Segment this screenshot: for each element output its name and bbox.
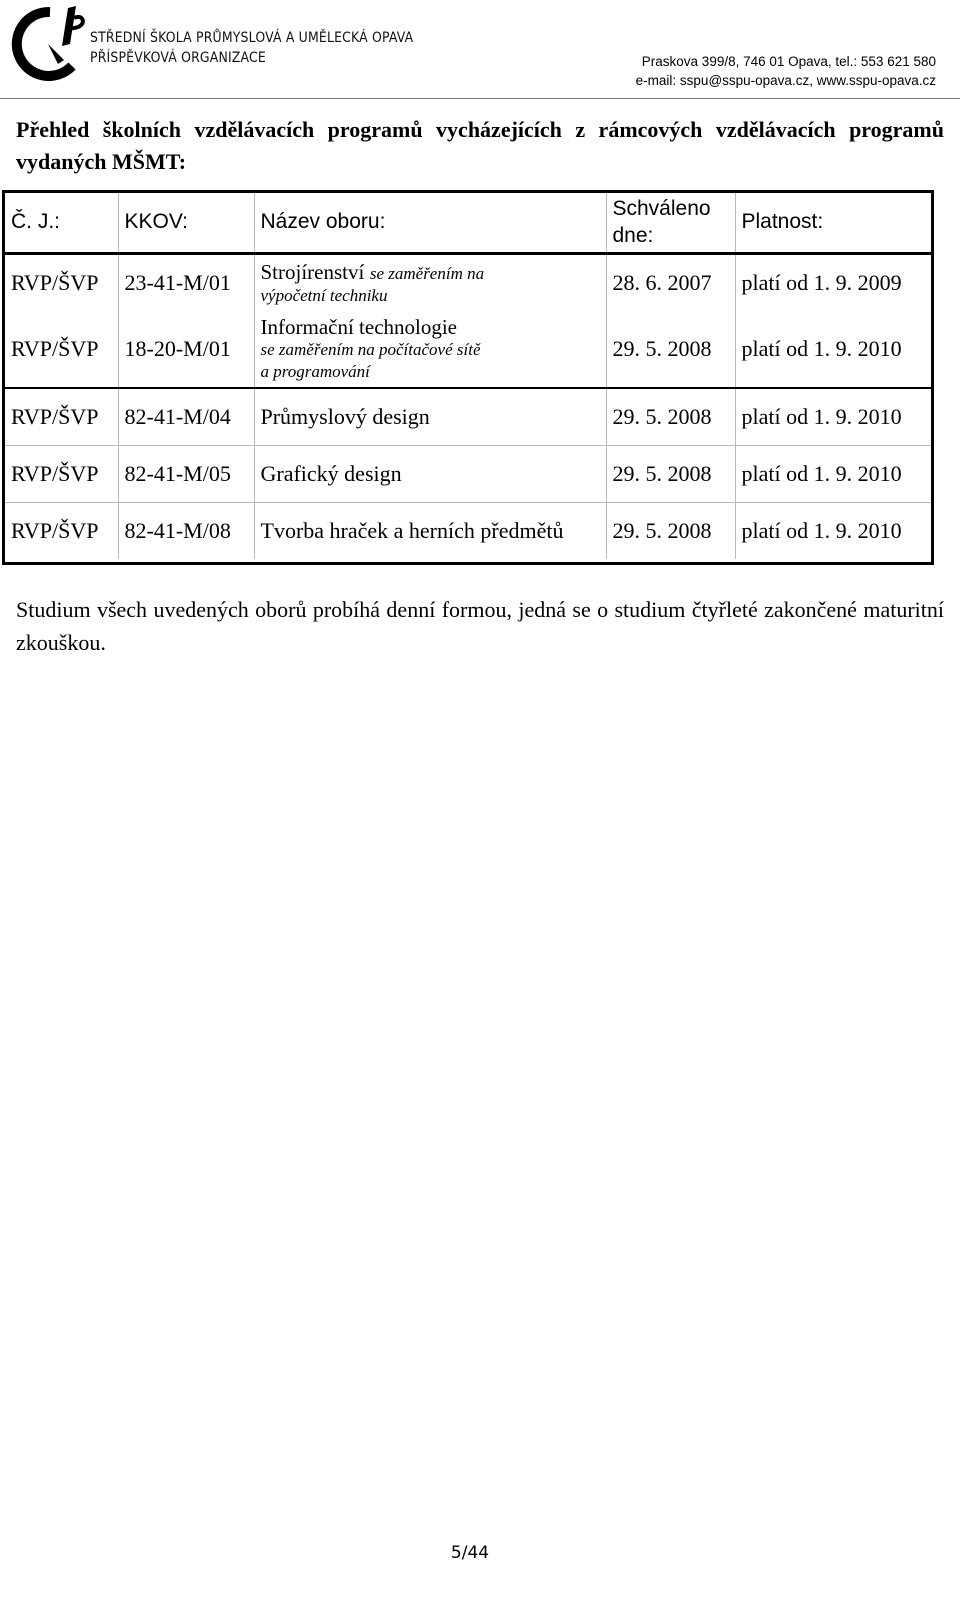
- table-row: [5, 253, 931, 311]
- cell-cj: RVP/ŠVP: [11, 269, 99, 295]
- cell-kkov: 23-41-M/01: [118, 253, 254, 311]
- header-kkov: KKOV:: [118, 193, 254, 253]
- header-cj: Č. J.:: [11, 210, 61, 234]
- contact-info: [636, 52, 936, 90]
- cell-kkov: 82-41-M/05: [118, 445, 254, 502]
- email-web-line: e-mail: sspu@sspu-opava.cz, www.sspu-opava.cz: [635, 73, 936, 88]
- field-name-note-line2: výpočetní techniku: [260, 285, 388, 305]
- cell-approved: 29. 5. 2008: [606, 311, 735, 388]
- programs-table-frame: [2, 190, 934, 565]
- cell-kkov: 18-20-M/01: [118, 311, 254, 388]
- cell-cj: RVP/ŠVP: [11, 460, 99, 486]
- cell-kkov: 82-41-M/04: [118, 388, 254, 445]
- cell-cj: RVP/ŠVP: [11, 403, 99, 429]
- header-divider: [0, 98, 960, 99]
- cell-valid: platí od 1. 9. 2010: [735, 502, 931, 559]
- cell-field-name: [254, 253, 606, 311]
- page-heading: Přehled školních vzdělávacích programů vycházejících z rámcových vzdělávacích programů vydaných MŠMT:: [16, 117, 944, 174]
- field-name-note: se zaměřením na: [369, 263, 485, 283]
- table-row: [5, 388, 931, 445]
- school-name-line1: STŘEDNÍ ŠKOLA PRŮMYSLOVÁ A UMĚLECKÁ OPAVA: [90, 30, 414, 46]
- cell-cj: RVP/ŠVP: [11, 517, 99, 543]
- field-name-main: Informační technologie: [260, 314, 458, 339]
- cell-field-name: Průmyslový design: [254, 388, 606, 445]
- header-platnost: Platnost:: [735, 193, 931, 253]
- table-header-row: [5, 193, 931, 253]
- address-line: Praskova 399/8, 746 01 Opava, tel.: 553 621 580: [641, 54, 936, 69]
- field-name-note-line2: a programování: [260, 361, 370, 381]
- cell-valid: platí od 1. 9. 2010: [735, 445, 931, 502]
- cell-approved: 29. 5. 2008: [606, 445, 735, 502]
- cell-field-name: [254, 311, 606, 388]
- table-row: [5, 502, 931, 559]
- cell-kkov: 82-41-M/08: [118, 502, 254, 559]
- cell-field-name: Grafický design: [254, 445, 606, 502]
- cell-valid: platí od 1. 9. 2009: [735, 253, 931, 311]
- cell-valid: platí od 1. 9. 2010: [735, 311, 931, 388]
- table-row: [5, 445, 931, 502]
- header-nazev: Název oboru:: [254, 193, 606, 253]
- school-name: [90, 28, 413, 68]
- page-number: 5/44: [450, 1543, 490, 1563]
- header-schvaleno: [606, 193, 735, 253]
- field-name-note: se zaměřením na počítačové sítě: [260, 339, 481, 359]
- cell-approved: 28. 6. 2007: [606, 253, 735, 311]
- table-row: [5, 311, 931, 388]
- cell-approved: 29. 5. 2008: [606, 502, 735, 559]
- cell-field-name: Tvorba hraček a herních předmětů: [254, 502, 606, 559]
- cell-valid: platí od 1. 9. 2010: [735, 388, 931, 445]
- cell-approved: 29. 5. 2008: [606, 388, 735, 445]
- header-schvaleno-line1: Schváleno: [612, 197, 711, 221]
- programs-table: [5, 193, 931, 559]
- page-header: [0, 0, 960, 100]
- header-schvaleno-line2: dne:: [612, 224, 654, 248]
- school-logo-icon: [10, 4, 90, 82]
- school-name-line2: PŘÍSPĚVKOVÁ ORGANIZACE: [90, 50, 266, 66]
- study-note: Studium všech uvedených oborů probíhá denní formou, jedná se o studium čtyřleté zakončené maturitní zkouškou.: [16, 597, 944, 655]
- cell-cj: RVP/ŠVP: [11, 336, 99, 361]
- field-name-main: Strojírenství: [260, 259, 365, 284]
